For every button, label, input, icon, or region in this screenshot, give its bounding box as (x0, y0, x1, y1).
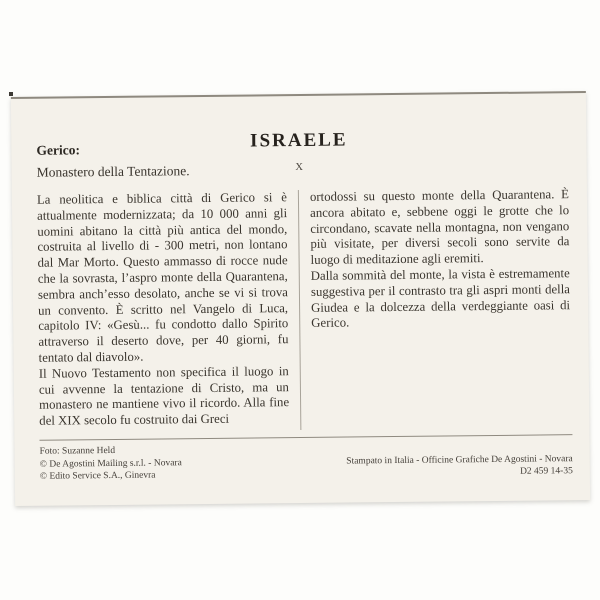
body-text-columns (37, 187, 571, 433)
copyright-line: © De Agostini Mailing s.r.l. - Novara (39, 457, 182, 470)
column-divider-rule (298, 190, 302, 430)
catalog-code: D2 459 14-35 (519, 466, 573, 477)
body-paragraph: ortodossi su questo monte della Quarantena. È ancora abitato e, sebbene oggi le grotte che lo circondano, scavate nella montagna, non vengano più visitate, per diversi secoli sono servite da luogo di meditazione agli eremiti. (309, 187, 570, 268)
body-paragraph: La neolitica e biblica città di Gerico si è attualmente modernizzata; da 10 000 anni gli uomini abitano la città più antica del mondo, costruita al livello di - 300 metri, non lontano dal Mar Morto. Questo ammasso di rocce nude che la sovrasta, l’aspro monte della Quarantena, sembra anch’esso desolato, anche se vi si trova un convento. È scritto nel Vangelo di Luca, capitolo IV: «Gesù... fu condotto dallo Spirito attraverso il deserto dove, per 40 giorni, fu tentato dal diavolo». (36, 190, 289, 365)
credits-right (346, 453, 573, 480)
dust-speck (9, 92, 13, 96)
footer-rule (39, 434, 572, 441)
credits-left (40, 444, 182, 483)
country-title: ISRAELE (250, 129, 348, 152)
body-column-left (37, 190, 289, 433)
photo-credit: Foto: Suzanne Held (39, 445, 116, 457)
body-paragraph: Dalla sommità del monte, la vista è estremamente suggestiva per il contrasto tra gli aspri monti della Giudea e la dolcezza della verdeggiante oasi di Gerico. (310, 266, 571, 331)
body-column-right (310, 187, 571, 430)
body-paragraph: Il Nuovo Testamento non specifica il luogo in cui avvenne la tentazione di Cristo, ma un monastero ne mantiene vivo il ricordo. Alla fine del XIX secolo fu costruito dai Greci (38, 363, 290, 428)
printer-credit: Stampato in Italia - Officine Grafiche De Agostini - Novara (346, 453, 573, 467)
footer-credits (40, 440, 573, 483)
postcard-back (11, 91, 590, 506)
subject-heading: Gerico: (36, 142, 80, 158)
subject-subheading: Monastero della Tentazione. (36, 163, 190, 180)
copyright-line: © Edito Service S.A., Ginevra (39, 470, 156, 482)
series-number: X (295, 161, 303, 174)
